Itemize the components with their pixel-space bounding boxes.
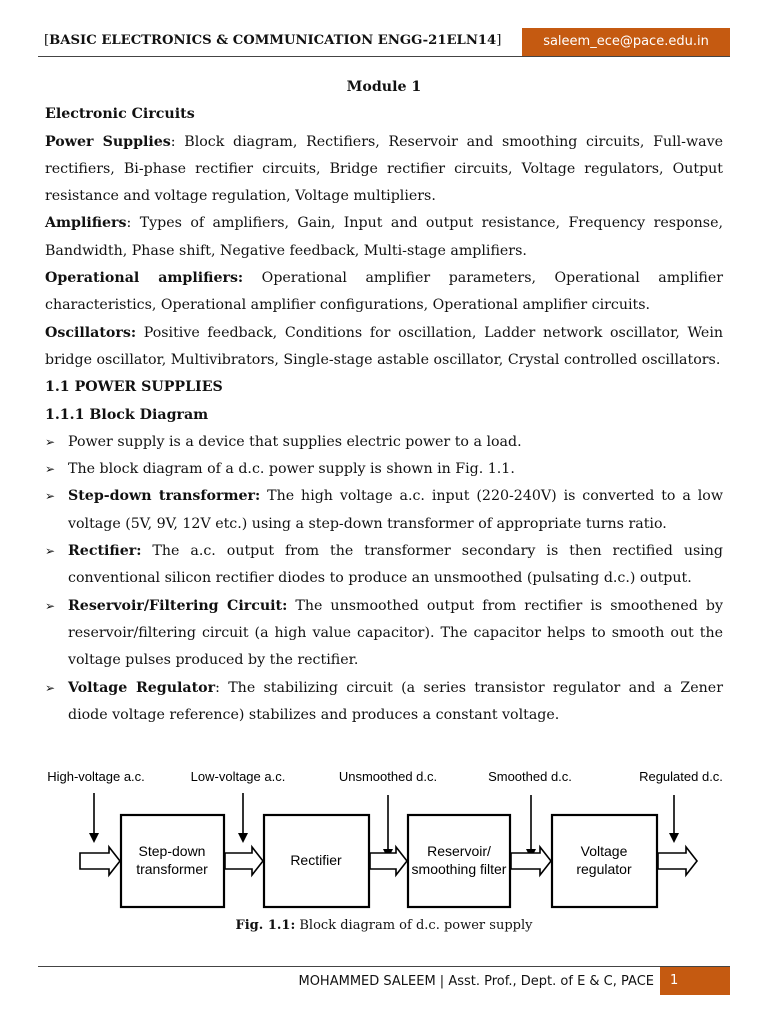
list-item: ➢ Rectifier: The a.c. output from the transformer secondary is then rectified using conventional silicon rectifier diodes to produce an unsmoothed (pulsating d.c.) output. <box>45 538 723 593</box>
block-label: Voltage <box>580 843 628 859</box>
figure-caption: Fig. 1.1: Block diagram of d.c. power supply <box>235 918 533 933</box>
topic-power-supplies: Power Supplies: Block diagram, Rectifiers, Reservoir and smoothing circuits, Full-wave rectifiers, Bi-phase rectifier circuits, Bridge rectifier circuits, Voltage regulators, Output resistance and voltage regulation, Voltage multipliers. <box>45 133 723 205</box>
footer-author: MOHAMMED SALEEM | Asst. Prof., Dept. of E & C, PACE <box>298 974 654 989</box>
course-title: [BASIC ELECTRONICS & COMMUNICATION ENGG-21ELN14] <box>44 33 502 48</box>
topic-amplifiers: Amplifiers: Types of amplifiers, Gain, Input and output resistance, Frequency response, Bandwidth, Phase shift, Negative feedback, Multi-stage amplifiers. <box>45 215 723 259</box>
block-label: Rectifier <box>290 852 342 868</box>
signal-label-unsmoothed-dc: Unsmoothed d.c. <box>338 769 438 784</box>
section-title: Electronic Circuits <box>45 106 195 123</box>
author-email: saleem_ece@pace.edu.in <box>522 28 730 56</box>
page-number: 1 <box>660 967 730 995</box>
page-body <box>45 74 723 729</box>
bullet-list <box>45 429 723 729</box>
module-title: Module 1 <box>346 79 422 95</box>
block-label: regulator <box>576 861 632 877</box>
topic-oscillators: Oscillators: Positive feedback, Conditions for oscillation, Ladder network oscillator, Wein bridge oscillator, Multivibrators, Single-stage astable oscillator, Crystal controlled oscillators. <box>45 324 723 368</box>
block-label: transformer <box>136 861 208 877</box>
heading-block-diagram: 1.1.1 Block Diagram <box>45 406 209 423</box>
signal-label-low-voltage-ac: Low-voltage a.c. <box>190 769 286 784</box>
heading-power-supplies: 1.1 POWER SUPPLIES <box>45 379 223 396</box>
arrow-bullet-icon: ➢ <box>45 544 56 559</box>
arrow-bullet-icon: ➢ <box>45 598 56 613</box>
page-footer <box>38 966 730 995</box>
list-item: ➢ Voltage Regulator: The stabilizing circuit (a series transistor regulator and a Zener diode voltage reference) stabilizes and produces a constant voltage. <box>45 675 723 730</box>
list-item: ➢ Step-down transformer: The high voltage a.c. input (220-240V) is converted to a low voltage (5V, 9V, 12V etc.) using a step-down transformer of appropriate turns ratio. <box>45 483 723 538</box>
arrow-bullet-icon: ➢ <box>45 680 56 695</box>
signal-label-smoothed-dc: Smoothed d.c. <box>488 769 572 784</box>
arrow-bullet-icon: ➢ <box>45 434 56 449</box>
page-header <box>38 28 730 57</box>
list-item: ➢ The block diagram of a d.c. power supply is shown in Fig. 1.1. <box>45 456 723 483</box>
block-label: Reservoir/ <box>427 843 491 859</box>
signal-label-high-voltage-ac: High-voltage a.c. <box>47 769 145 784</box>
arrow-bullet-icon: ➢ <box>45 489 56 504</box>
block-label: Step-down <box>138 843 206 859</box>
topic-op-amps: Operational amplifiers: Operational amplifier parameters, Operational amplifier characteristics, Operational amplifier configurations, Operational amplifier circuits. <box>45 270 723 314</box>
signal-label-regulated-dc: Regulated d.c. <box>639 769 723 784</box>
block-label: smoothing filter <box>411 861 507 877</box>
list-item: ➢ Reservoir/Filtering Circuit: The unsmoothed output from rectifier is smoothened by reservoir/filtering circuit (a high value capacitor). The capacitor helps to smooth out the voltage pulses produced by the rectifier. <box>45 593 723 675</box>
list-item: ➢ Power supply is a device that supplies electric power to a load. <box>45 429 723 456</box>
arrow-bullet-icon: ➢ <box>45 462 56 477</box>
